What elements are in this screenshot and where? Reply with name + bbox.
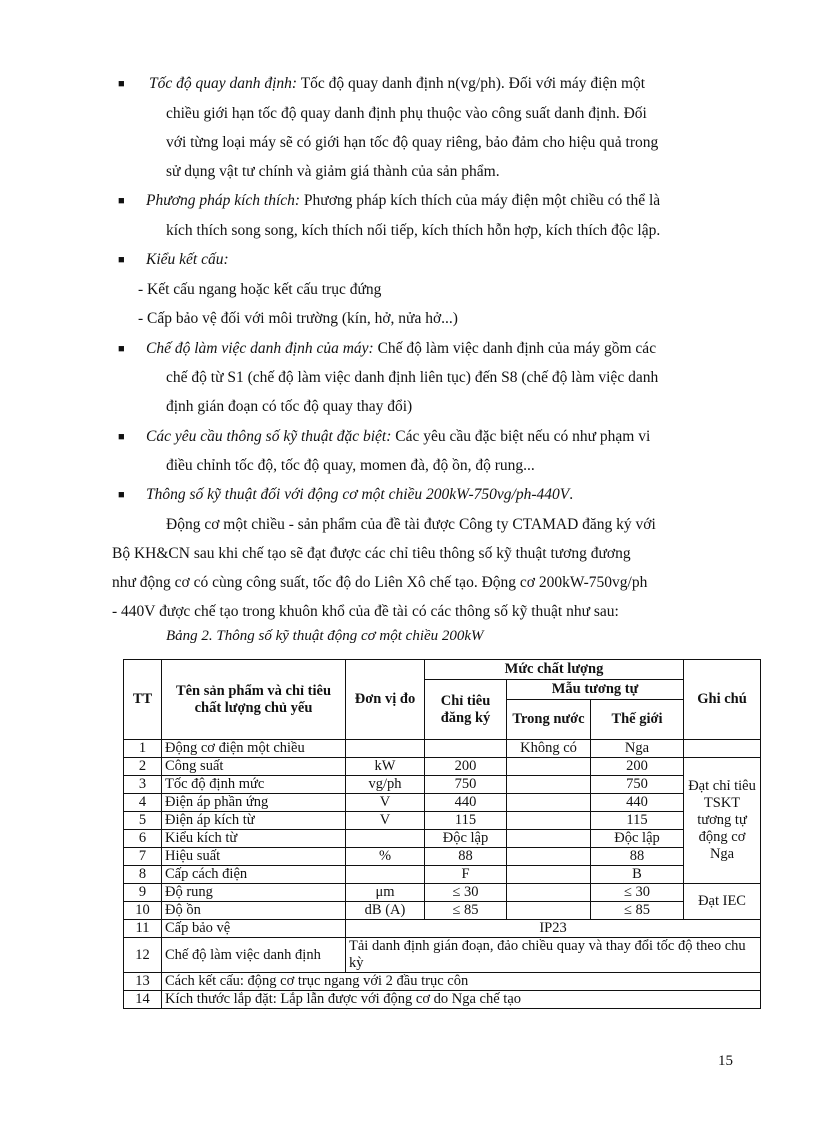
bullet-marker: ■ xyxy=(118,78,125,90)
cell-tt: 13 xyxy=(124,973,162,991)
bullet-marker: ■ xyxy=(118,254,125,266)
bullet-4-line-1 xyxy=(146,339,656,359)
bullet-3-line-1 xyxy=(146,250,229,270)
cell-domestic xyxy=(507,812,591,830)
cell-name: Cấp cách điện xyxy=(162,866,346,884)
cell-tt: 3 xyxy=(124,776,162,794)
bullet-1-line-4: sử dụng vật tư chính và giảm giá thành của sản phẩm. xyxy=(166,163,500,180)
table-caption: Bảng 2. Thông số kỹ thuật động cơ một chiều 200kW xyxy=(166,628,484,644)
paragraph-line-2: Bộ KH&CN sau khi chế tạo sẽ đạt được các chỉ tiêu thông số kỹ thuật tương đương xyxy=(112,545,631,562)
cell-world: B xyxy=(591,866,684,884)
table-row xyxy=(124,740,761,758)
cell-domestic xyxy=(507,830,591,848)
cell-tt: 4 xyxy=(124,794,162,812)
header-similar: Mẫu tương tự xyxy=(507,680,684,700)
header-quality: Mức chất lượng xyxy=(425,660,684,680)
table-row xyxy=(124,991,761,1009)
header-world: Thế giới xyxy=(591,700,684,740)
cell-name: Độ rung xyxy=(162,884,346,902)
cell-tt: 6 xyxy=(124,830,162,848)
cell-name: Điện áp kích từ xyxy=(162,812,346,830)
paragraph-line-1: Động cơ một chiều - sản phẩm của đề tài được Công ty CTAMAD đăng ký với xyxy=(166,516,656,533)
table-row xyxy=(124,902,761,920)
cell-world: 750 xyxy=(591,776,684,794)
bullet-2-line-1 xyxy=(146,191,660,211)
bullet-marker: ■ xyxy=(118,343,125,355)
cell-unit: dB (A) xyxy=(346,902,425,920)
bullet-4-term: Chế độ làm việc danh định của máy: xyxy=(146,340,374,357)
cell-note-group-2: Đạt IEC xyxy=(684,884,761,920)
cell-domestic xyxy=(507,884,591,902)
header-unit: Đơn vị đo xyxy=(346,660,425,740)
bullet-5-term: Các yêu cầu thông số kỹ thuật đặc biệt: xyxy=(146,428,392,445)
cell-duty-value: Tải danh định gián đoạn, đảo chiều quay và thay đổi tốc độ theo chu kỳ xyxy=(346,938,761,973)
cell-tt: 2 xyxy=(124,758,162,776)
bullet-6-term: Thông số kỹ thuật đối với động cơ một chiều 200kW-750vg/ph-440V xyxy=(146,486,570,503)
table-row xyxy=(124,830,761,848)
cell-unit: V xyxy=(346,794,425,812)
cell-registered: 115 xyxy=(425,812,507,830)
cell-registered: Độc lập xyxy=(425,830,507,848)
cell-domestic xyxy=(507,866,591,884)
bullet-1-term: Tốc độ quay danh định: xyxy=(149,75,298,92)
cell-tt: 10 xyxy=(124,902,162,920)
cell-domestic xyxy=(507,902,591,920)
bullet-marker: ■ xyxy=(118,431,125,443)
cell-tt: 14 xyxy=(124,991,162,1009)
bullet-6-line-1 xyxy=(146,485,573,505)
cell-unit: V xyxy=(346,812,425,830)
table-row xyxy=(124,920,761,938)
cell-unit xyxy=(346,866,425,884)
cell-domestic xyxy=(507,848,591,866)
bullet-1-line-2: chiều giới hạn tốc độ quay danh định phụ thuộc vào công suất danh định. Đối xyxy=(166,105,647,122)
cell-dimensions: Kích thước lắp đặt: Lắp lẫn được với động cơ do Nga chế tạo xyxy=(162,991,761,1009)
cell-registered: 88 xyxy=(425,848,507,866)
header-name: Tên sản phẩm và chỉ tiêu chất lượng chủ yếu xyxy=(162,660,346,740)
bullet-3-term: Kiểu kết cấu: xyxy=(146,251,229,268)
header-domestic: Trong nước xyxy=(507,700,591,740)
cell-world: 200 xyxy=(591,758,684,776)
bullet-6-text: . xyxy=(569,486,574,503)
cell-tt: 9 xyxy=(124,884,162,902)
table-row xyxy=(124,812,761,830)
cell-unit: % xyxy=(346,848,425,866)
cell-registered: ≤ 30 xyxy=(425,884,507,902)
table-row xyxy=(124,866,761,884)
cell-world: 88 xyxy=(591,848,684,866)
header-tt: TT xyxy=(124,660,162,740)
cell-registered xyxy=(425,740,507,758)
cell-note-empty xyxy=(684,740,761,758)
bullet-5-text: Các yêu cầu đặc biệt nếu có như phạm vi xyxy=(391,428,651,445)
cell-domestic xyxy=(507,758,591,776)
cell-tt: 1 xyxy=(124,740,162,758)
cell-unit: vg/ph xyxy=(346,776,425,794)
header-note: Ghi chú xyxy=(684,660,761,740)
bullet-4-text: Chế độ làm việc danh định của máy gồm các xyxy=(373,340,657,357)
cell-domestic: Không có xyxy=(507,740,591,758)
table-row xyxy=(124,848,761,866)
bullet-5-line-2: điều chỉnh tốc độ, tốc độ quay, momen đà, độ ồn, độ rung... xyxy=(166,457,535,474)
cell-tt: 7 xyxy=(124,848,162,866)
bullet-2-text: Phương pháp kích thích của máy điện một chiều có thể là xyxy=(300,192,661,209)
cell-tt: 12 xyxy=(124,938,162,973)
cell-name: Động cơ điện một chiều xyxy=(162,740,346,758)
cell-structure: Cách kết cấu: động cơ trục ngang với 2 đầu trục côn xyxy=(162,973,761,991)
spec-table xyxy=(123,659,761,1009)
table-row xyxy=(124,973,761,991)
dash-item-1: - Kết cấu ngang hoặc kết cấu trục đứng xyxy=(138,281,382,298)
cell-unit: kW xyxy=(346,758,425,776)
cell-tt: 8 xyxy=(124,866,162,884)
bullet-2-line-2: kích thích song song, kích thích nối tiếp, kích thích hỗn hợp, kích thích độc lập. xyxy=(166,222,661,239)
cell-unit xyxy=(346,830,425,848)
bullet-5-line-1 xyxy=(146,427,650,447)
table-row xyxy=(124,794,761,812)
bullet-1-text: Tốc độ quay danh định n(vg/ph). Đối với máy điện một xyxy=(297,75,646,92)
cell-name: Chế độ làm việc danh định xyxy=(162,938,346,973)
bullet-marker: ■ xyxy=(118,489,125,501)
cell-unit xyxy=(346,740,425,758)
cell-name: Tốc độ định mức xyxy=(162,776,346,794)
cell-tt: 5 xyxy=(124,812,162,830)
cell-domestic xyxy=(507,794,591,812)
cell-registered: F xyxy=(425,866,507,884)
bullet-2-term: Phương pháp kích thích: xyxy=(146,192,301,209)
cell-name: Cấp bảo vệ xyxy=(162,920,346,938)
cell-unit: μm xyxy=(346,884,425,902)
cell-protection-value: IP23 xyxy=(346,920,761,938)
page-number: 15 xyxy=(718,1053,733,1069)
bullet-4-line-2: chế độ từ S1 (chế độ làm việc danh định liên tục) đến S8 (chế độ làm việc danh xyxy=(166,369,659,386)
cell-name: Điện áp phần ứng xyxy=(162,794,346,812)
cell-name: Công suất xyxy=(162,758,346,776)
table-row xyxy=(124,776,761,794)
paragraph-line-3: như động cơ có cùng công suất, tốc độ do Liên Xô chế tạo. Động cơ 200kW-750vg/ph xyxy=(112,574,648,591)
paragraph-line-4: - 440V được chế tạo trong khuôn khổ của đề tài có các thông số kỹ thuật như sau: xyxy=(112,603,619,620)
cell-domestic xyxy=(507,776,591,794)
header-registered: Chỉ tiêu đăng ký xyxy=(425,680,507,740)
dash-item-2: - Cấp bảo vệ đối với môi trường (kín, hở, nửa hở...) xyxy=(138,310,458,327)
cell-note-group-1: Đạt chỉ tiêu TSKT tương tự động cơ Nga xyxy=(684,758,761,884)
cell-name: Độ ồn xyxy=(162,902,346,920)
table-row xyxy=(124,758,761,776)
cell-world: 115 xyxy=(591,812,684,830)
cell-world: 440 xyxy=(591,794,684,812)
cell-world: Độc lập xyxy=(591,830,684,848)
cell-name: Kiểu kích từ xyxy=(162,830,346,848)
cell-world: Nga xyxy=(591,740,684,758)
cell-registered: ≤ 85 xyxy=(425,902,507,920)
bullet-4-line-3: định gián đoạn có tốc độ quay thay đổi) xyxy=(166,398,413,415)
cell-tt: 11 xyxy=(124,920,162,938)
bullet-marker: ■ xyxy=(118,195,125,207)
cell-name: Hiệu suất xyxy=(162,848,346,866)
cell-world: ≤ 85 xyxy=(591,902,684,920)
cell-registered: 200 xyxy=(425,758,507,776)
cell-registered: 440 xyxy=(425,794,507,812)
cell-world: ≤ 30 xyxy=(591,884,684,902)
table-row xyxy=(124,884,761,902)
table-row xyxy=(124,938,761,973)
bullet-1-line-1 xyxy=(149,74,645,94)
cell-registered: 750 xyxy=(425,776,507,794)
bullet-1-line-3: với từng loại máy sẽ có giới hạn tốc độ quay riêng, bảo đảm cho hiệu quả trong xyxy=(166,134,659,151)
